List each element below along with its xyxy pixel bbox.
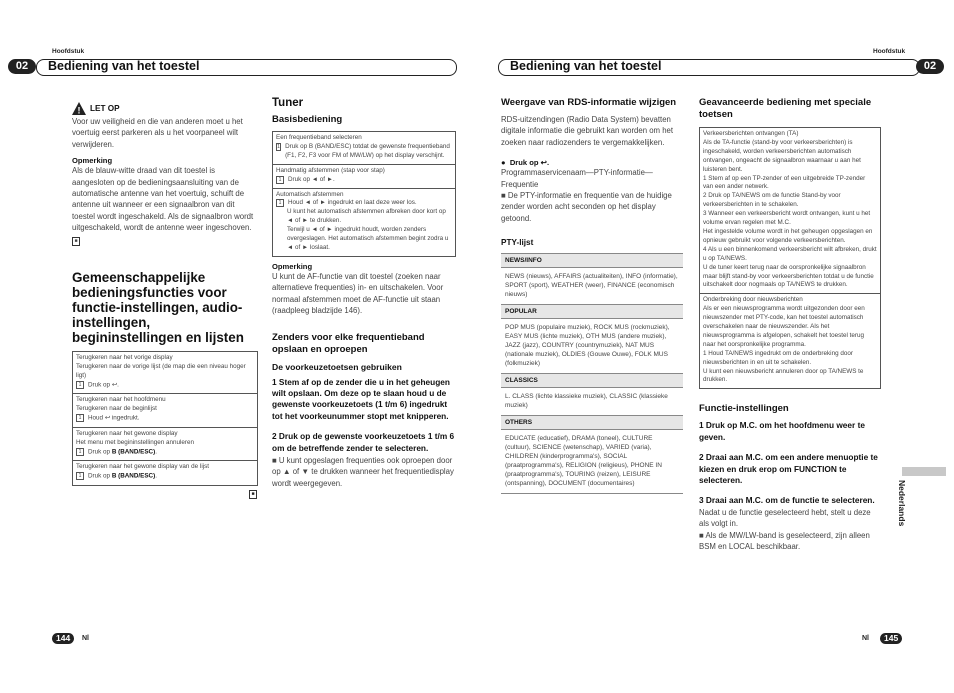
chapter-title-left: Bediening van het toestel — [48, 59, 200, 73]
rds-sequence: Programmaservicenaam—PTY-informatie—Frequentie — [501, 168, 653, 189]
box-row: Terugkeren naar het vorige display Terugkeren naar de vorige lijst (de map die een niveau hoger ligt) 1 Druk op ↩. — [73, 352, 257, 394]
tuner-box: Een frequentieband selecteren 1 Druk op B (BAND/ESC) totdat de gewenste frequentieband (F1, F2, F3 voor FM of MW/LW) op het display verschijnt. Handmatig afstemmen (stap voor stap) 1 Druk op ◄ of ►. Automatisch afstemmen 1 Houd ◄ of ► ingedrukt en laat deze weer los. U kunt het automatisch afstemmen afbreken door kort op ◄ of ► te drukken. Terwijl u ◄ of ► ingedrukt houdt, worden zenders overgeslagen. Het automatisch afstemmen begint zodra u ◄ of ► loslaat. — [272, 131, 456, 257]
advanced-title: Geavanceerde bediening met speciale toetsen — [699, 97, 872, 120]
end-mark-icon: ■ — [72, 237, 80, 246]
caution-title: LET OP — [90, 104, 120, 113]
pty-header: OTHERS — [501, 415, 683, 429]
pty-header: CLASSICS — [501, 373, 683, 387]
page-number-right: 145 — [880, 633, 902, 644]
func-step-2: 2 Draai aan M.C. om een andere menuoptie te kiezen en druk erop om FUNCTION te selecteren. — [699, 452, 878, 485]
basis-title: Basisbediening — [272, 114, 343, 125]
page-lang-right: Nl — [862, 635, 869, 642]
note-title: Opmerking — [72, 156, 113, 166]
tuner-title: Tuner — [272, 97, 304, 109]
chapter-title-right: Bediening van het toestel — [510, 59, 662, 73]
language-side-label: Nederlands — [897, 480, 907, 527]
pty-header: POPULAR — [501, 304, 683, 318]
rds-bullet: ■ De PTY-informatie en frequentie van de huidige zender worden acht seconden op het display getoond. — [501, 191, 672, 223]
tuner-bullet: ■ U kunt opgeslagen frequenties ook oproepen door op ▲ of ▼ te drukken wanneer het frequentiedisplay wordt weergegeven. — [272, 455, 454, 488]
ta-box: Verkeersberichten ontvangen (TA) Als de TA-functie (stand-by voor verkeersberichten) is ingeschakeld, worden verkeersberichten automatisch ontvangen, ongeacht de signaalbron waarnaar u aan het luisteren bent. 1 Stem af op een TP-zender of een uitgebreide TP-zender van een ander netwerk. 2 Druk op TA/NEWS om de functie Stand-by voor verkeersberichten in te schakelen. 3 Wanneer een verkeersbericht wordt ontvangen, kunt u het volume ervan regelen met M.C. Het ingestelde volume wordt in het geheugen opgeslagen en opnieuw gebruikt voor volgende verkeersberichten. 4 Als u een binnenkomend verkeersbericht wilt afbreken, drukt u op TA/NEWS. U de tuner keert terug naar de oorspronkelijke signaalbron maar blijft stand-by voor verkeersberichten totdat u de functie uitschakelt door nogmaals op TA/NEWS te drukken. Onderbreking door nieuwsberichten Als er een nieuwsprogramma wordt uitgezonden door een nieuwszender met PTY-code, kan het toestel automatisch overschakelen naar de nieuwszender. Als het nieuwsprogramma is afgelopen, schakelt het toestel terug naar het oorspronkelijke programma. 1 Houd TA/NEWS ingedrukt om de onderbreking door nieuwsberichten in en uit te schakelen. U kunt een nieuwsbericht annuleren door op TA/NEWS te drukken. — [699, 127, 881, 389]
warning-icon — [72, 102, 86, 115]
pty-items: POP MUS (populaire muziek), ROCK MUS (rockmuziek), EASY MUS (lichte muziek), OTH MUS (andere muziek), JAZZ (jazz), COUNTRY (countrymuziek), NAT MUS (nationale muziek), OLDIES (Gouwe Ouwe), FOLK MUS (folkmuziek) — [501, 318, 683, 373]
preset-title: De voorkeuzetoetsen gebruiken — [272, 361, 402, 372]
box-row: Terugkeren naar het hoofdmenu Terugkeren naar de beginlijst 1 Houd ↩ ingedrukt. — [73, 394, 257, 427]
func-note: Nadat u de functie geselecteerd hebt, stelt u deze als volgt in. — [699, 507, 871, 529]
func-bullet: ■ Als de MW/LW-band is geselecteerd, zijn alleen BSM en LOCAL beschikbaar. — [699, 530, 870, 552]
rds-title: Weergave van RDS-informatie wijzigen — [501, 97, 677, 108]
chapter-label-right: Hoofdstuk — [873, 48, 906, 55]
note-text: Als de blauw-witte draad van dit toestel is aangesloten op de bedieningsaansluiting van de automatische antenne van het voertuig, schuift de antenne uit wanneer er een signaalbron van dit toestel wordt ingeschakeld. Als de signaalbron wordt uitgeschakeld, wordt de antenne weer ingeschoven. ■ — [72, 166, 254, 244]
tuner-step-2: 2 Druk op de gewenste voorkeuzetoets 1 t/m 6 om de betreffende zender te selecteren. — [272, 431, 455, 453]
pty-title: PTY-lijst — [501, 238, 534, 248]
language-tab — [902, 467, 946, 476]
chapter-number-left: 02 — [8, 59, 36, 74]
caution-section — [72, 102, 256, 246]
tuner-note: U kunt de AF-functie van dit toestel (zoeken naar alternatieve frequenties) in- en uitschakelen. Voor normaal afstemmen moet de AF-functie uit staan (raadpleeg bladzijde 146). — [272, 271, 444, 316]
rds-section — [501, 97, 683, 494]
box-row: Terugkeren naar het gewone display Het menu met begininstellingen annuleren 1 Druk op B (BAND/ESC). — [73, 428, 257, 461]
pty-items: EDUCATE (educatief), DRAMA (toneel), CULTURE (cultuur), SCIENCE (wetenschap), VARIED (varia), CHILDREN (kinderprogramma's), SOCIAL (praatprogramma's), RELIGION (religieus), PHONE IN (praatprogramma's), TOURING (reizen), LEISURE (ontspanning), DOCUMENT (documentaires) — [501, 429, 683, 493]
pty-table — [501, 253, 683, 494]
functions-title: Functie-instellingen — [699, 403, 789, 415]
tuner-note-title: Opmerking — [272, 261, 313, 271]
svg-text:!: ! — [77, 105, 81, 115]
common-functions-box — [72, 351, 258, 486]
box-row: Terugkeren naar het gewone display van de lijst 1 Druk op B (BAND/ESC). — [76, 463, 210, 480]
chapter-label-left: Hoofdstuk — [52, 48, 85, 55]
chapter-number-right: 02 — [916, 59, 944, 74]
end-mark-icon: ■ — [249, 490, 257, 499]
func-step-1: 1 Druk op M.C. om het hoofdmenu weer te geven. — [699, 420, 865, 442]
common-functions-title: Gemeenschappelijke bedieningsfuncties voor functie-instellingen, audio-instellingen, begininstellingen en lijsten — [72, 270, 244, 345]
rds-press: ● Druk op ↩. — [501, 158, 550, 168]
tuner-step-1: 1 Stem af op de zender die u in het geheugen wilt opslaan. Om deze op te slaan houd u de gewenste voorkeuzetoets (1 t/m 6) ingedrukt tot het voorkeunummer stopt met knipperen. — [272, 376, 450, 421]
pty-items: NEWS (nieuws), AFFAIRS (actualiteiten), INFO (informatie), SPORT (sport), WEATHER (weer), FINANCE (economisch nieuws) — [501, 267, 683, 304]
rds-intro: RDS-uitzendingen (Radio Data System) bevatten digitale informatie die gebruikt kan worden om het zoeken naar radiozenders te vergemakkelijken. — [501, 115, 674, 147]
caution-text: Voor uw veiligheid en die van anderen moet u het voertuig eerst parkeren als u het voorpaneel wilt verwijderen. — [72, 117, 243, 149]
page-lang-left: Nl — [82, 635, 89, 642]
pty-items: L. CLASS (lichte klassieke muziek), CLASSIC (klassieke muziek) — [501, 387, 683, 415]
func-step-3: 3 Draai aan M.C. om de functie te selecteren. — [699, 495, 875, 506]
advanced-section — [699, 97, 881, 552]
pty-header: NEWS/INFO — [501, 253, 683, 267]
tuner-section — [272, 97, 456, 489]
store-title: Zenders voor elke frequentieband opslaan en oproepen — [272, 331, 425, 355]
page-number-left: 144 — [52, 633, 74, 644]
